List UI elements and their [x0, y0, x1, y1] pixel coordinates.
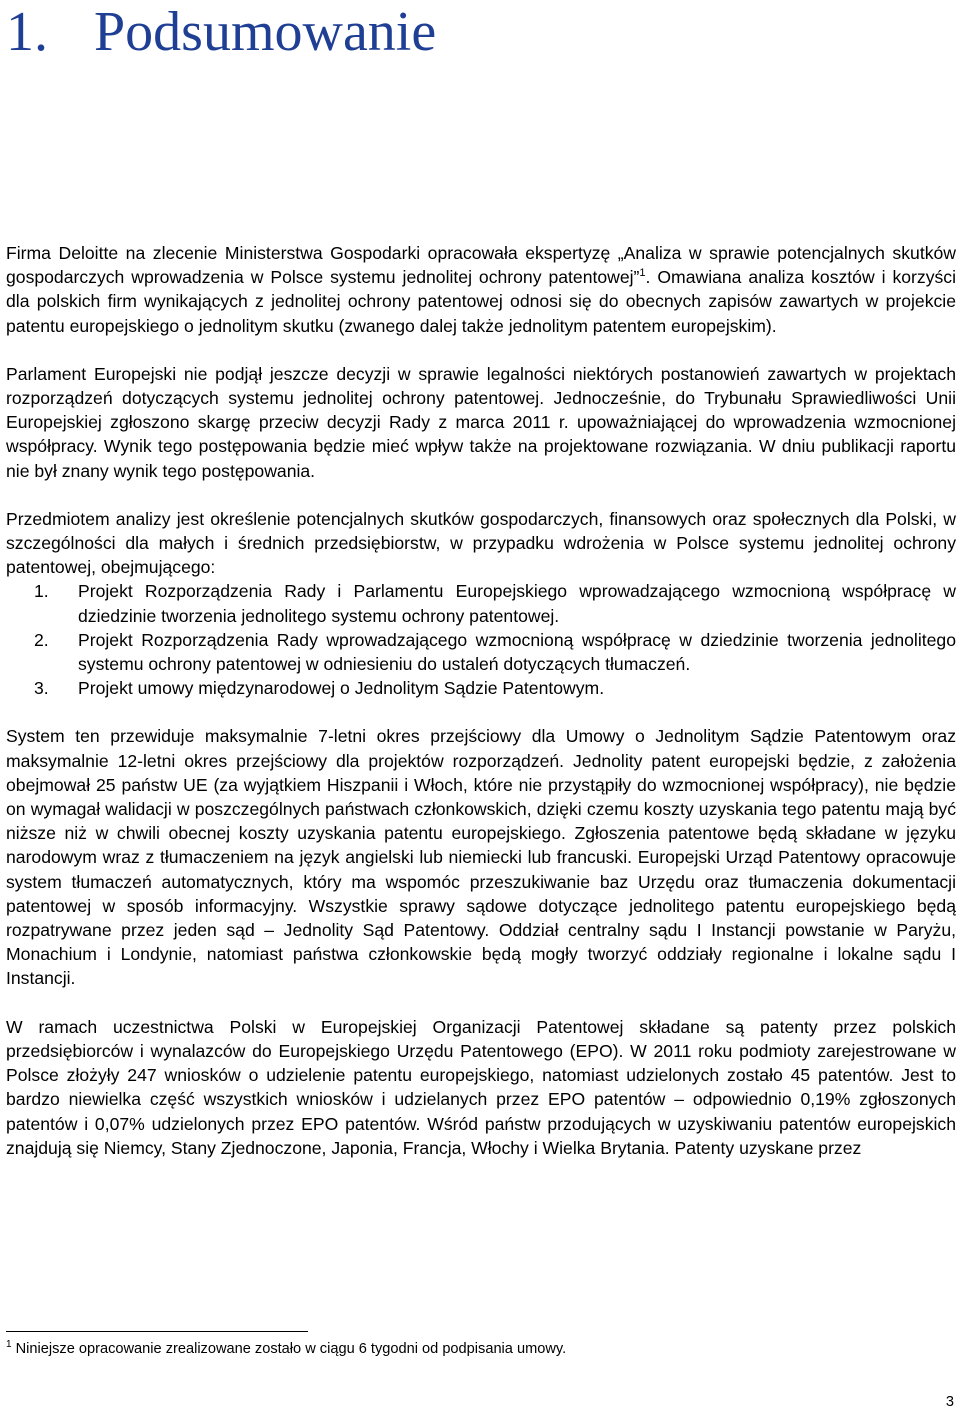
footnote-divider: [6, 1331, 308, 1332]
list-item-text: Projekt umowy międzynarodowej o Jednolitym Sądzie Patentowym.: [78, 678, 605, 699]
paragraph-parliament: Parlament Europejski nie podjął jeszcze decyzji w sprawie legalności niektórych postanowień zawartych w projektach rozporządzeń dotyczących systemu jednolitej ochrony patentowej. Jednocześnie, do Trybunału Sprawiedliwości Unii Europejskiej zgłoszono skargę przeciw decyzji Rady z marca 2011 r. upoważniającej do wprowadzenia wzmocnionej współpracy. Wynik tego postępowania będzie mieć wpływ także na projektowane rozwiązania. W dniu publikacji raportu nie był znany wynik tego postępowania.: [6, 363, 956, 481]
paragraph-intro-text-b: . Omawiana analiza kosztów i korzyści dla polskich firm wynikających z jednolitej ochrony patentowej odnosi się do obecnych zapisów zawartych w projekcie patentu europejskiego o jednolitym skutku (zwanego dalej także jednolitym patentem europejskim).: [6, 267, 956, 336]
list-marker: 1.: [34, 581, 49, 602]
list-item-text: Projekt Rozporządzenia Rady i Parlamentu Europejskiego wprowadzającego wzmocnioną współpracę w dziedzinie tworzenia jednolitego systemu ochrony patentowej.: [78, 581, 956, 626]
paragraph-system: System ten przewiduje maksymalnie 7-letni okres przejściowy dla Umowy o Jednolitym Sądzie Patentowym oraz maksymalnie 12-letni okres przejściowy dla projektów rozporządzeń. Jednolity patent europejski będzie, z założenia obejmował 25 państw UE (za wyjątkiem Hiszpanii i Włoch, które nie przystąpiły do wzmocnionej współpracy), nie będzie on wymagał walidacji w poszczególnych państwach członkowskich, dzięki czemu koszty uzyskania tego patentu mają być niższe niż w chwili obecnej koszty uzyskania patentu europejskiego. Zgłoszenia patentowe będą składane w języku narodowym wraz z tłumaczeniem na język angielski lub niemiecki lub francuski. Europejski Urząd Patentowy opracowuje system tłumaczeń automatycznych, który ma wspomóc przeszukiwanie baz Urzędu oraz tłumaczenia dokumentacji patentowej w sposób informacyjny. Wszystkie sprawy sądowe dotyczące jednolitego patentu europejskiego będą rozpatrywane przez jeden sąd – Jednolity Sąd Patentowy. Oddział centralny sądu I Instancji powstanie w Paryżu, Monachium i Londynie, natomiast państwa członkowskie będą mogły tworzyć oddziały regionalne i lokalne sądu I Instancji.: [6, 726, 956, 989]
list-item: [6, 579, 956, 627]
list-marker: 2.: [34, 629, 49, 650]
list-item: [6, 628, 956, 676]
document-body: [6, 241, 956, 1184]
section-title: Podsumowanie: [94, 1, 437, 63]
section-number: 1.: [6, 1, 48, 63]
paragraph-epo: W ramach uczestnictwa Polski w Europejskiej Organizacji Patentowej składane są patenty przez polskich przedsiębiorców i wynalazców do Europejskiego Urzędu Patentowego (EPO). W 2011 roku podmioty zarejestrowane w Polsce złożyły 247 wniosków o udzielenie patentu europejskiego, natomiast udzielonych zostało 45 patentów. Jest to bardzo niewielka część wszystkich wniosków i udzielanych przez EPO patentów – odpowiednio 0,19% zgłoszonych patentów i 0,07% udzielonych przez EPO patentów. Wśród państw przodujących w uzyskiwaniu patentów europejskich znajdują się Niemcy, Stany Zjednoczone, Japonia, Francja, Włochy i Wielka Brytania. Patenty uzyskane przez: [6, 1016, 956, 1158]
section-heading: [6, 0, 436, 64]
paragraph-intro: [6, 241, 956, 338]
paragraph-scope: Przedmiotem analizy jest określenie potencjalnych skutków gospodarczych, finansowych oraz społecznych dla Polski, w szczególności dla małych i średnich przedsiębiorstw, w przypadku wdrożenia w Polsce systemu jednolitej ochrony patentowej, obejmującego:: [6, 508, 956, 578]
footnote-text: Niniejsze opracowanie zrealizowane zostało w ciągu 6 tygodni od podpisania umowy.: [11, 1341, 567, 1357]
scope-list: [6, 579, 956, 700]
paragraph-intro-text-a: Firma Deloitte na zlecenie Ministerstwa Gospodarki opracowała ekspertyzę „Analiza w sprawie potencjalnych skutków gospodarczych wprowadzenia w Polsce systemu jednolitej ochrony patentowej”: [6, 243, 956, 288]
footnote: [6, 1339, 566, 1359]
list-item: [6, 676, 956, 700]
list-item-text: Projekt Rozporządzenia Rady wprowadzającego wzmocnioną współpracę w dziedzinie tworzenia jednolitego systemu ochrony patentowej w odniesieniu do ustaleń dotyczących tłumaczeń.: [78, 629, 956, 675]
footnote-reference[interactable]: 1: [639, 267, 646, 280]
footnote-number: 1: [6, 1339, 12, 1350]
page-number: 3: [945, 1394, 954, 1410]
list-marker: 3.: [34, 678, 49, 699]
